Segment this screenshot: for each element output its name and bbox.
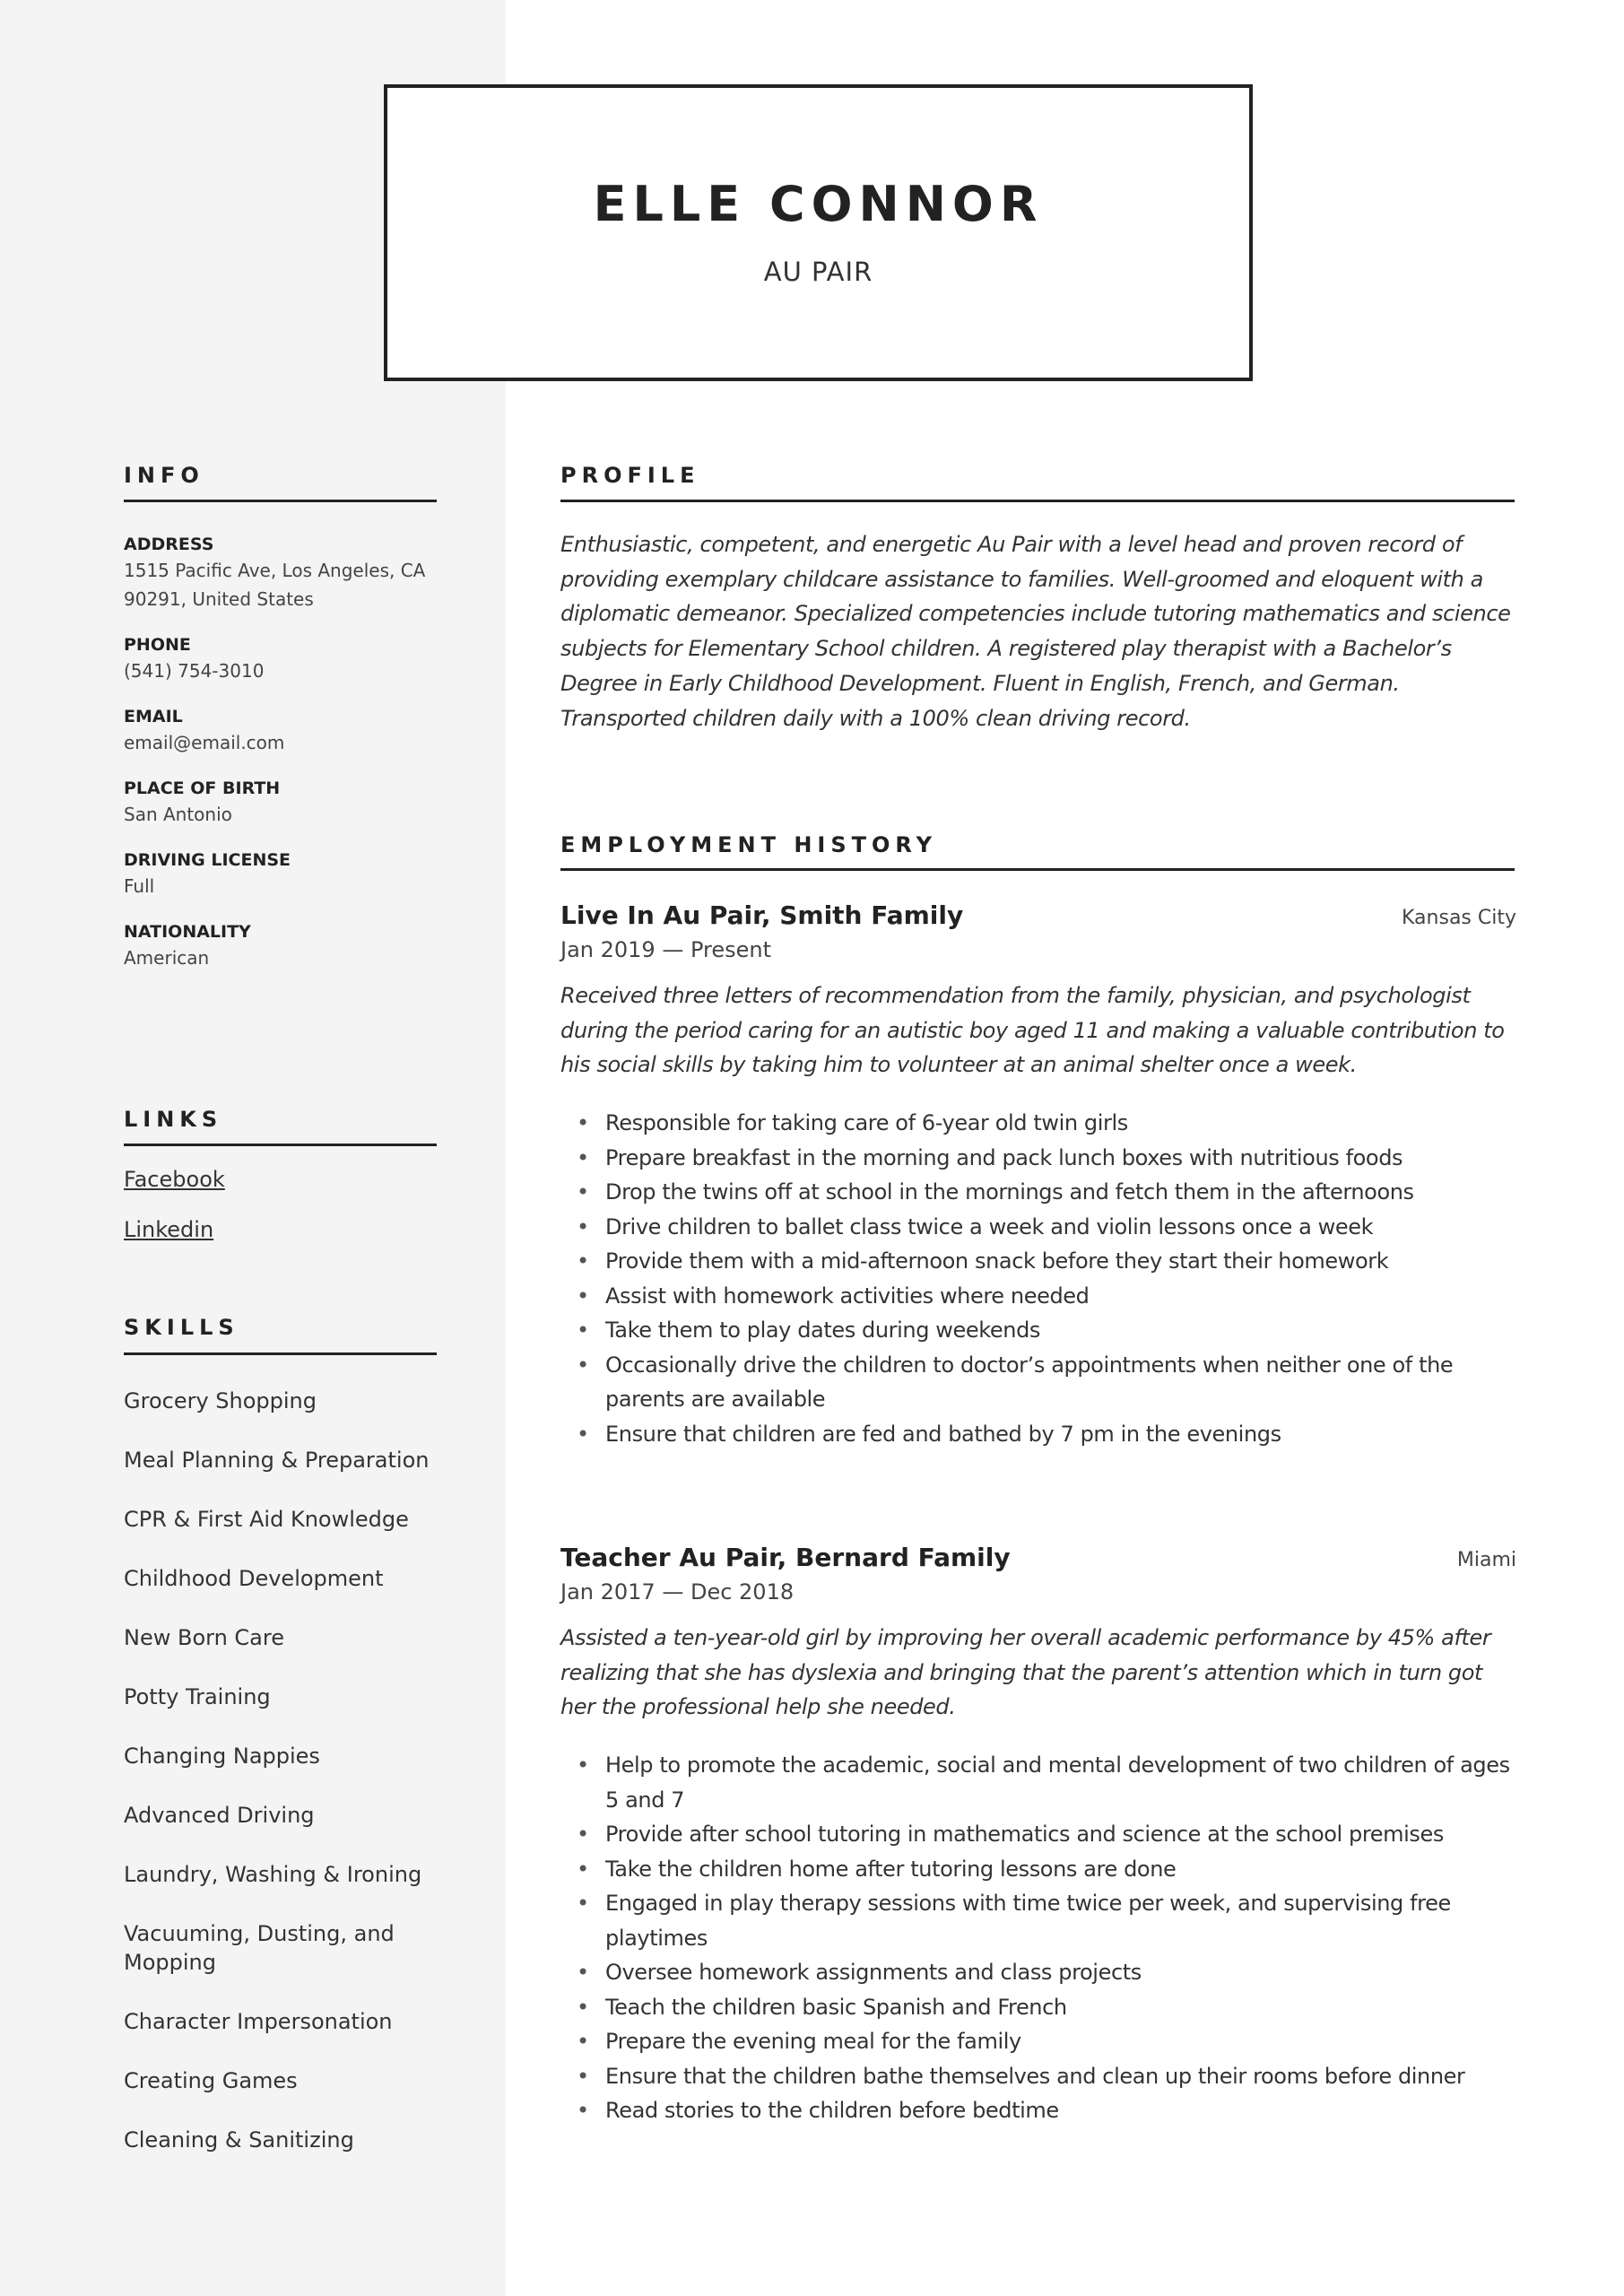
- info-divider: [124, 500, 437, 502]
- bullet-item: [560, 1106, 1516, 1141]
- bullet-text: Responsible for taking care of 6-year old twin girls: [605, 1110, 1128, 1136]
- skills-heading: SKILLS: [124, 1315, 239, 1340]
- bullet-text: Oversee homework assignments and class projects: [605, 1960, 1142, 1986]
- bullet-item: [560, 1990, 1516, 2025]
- bullet-icon: •: [577, 1960, 589, 1986]
- bullet-text: Read stories to the children before bedtime: [605, 2098, 1059, 2124]
- skill-item: Childhood Development: [124, 1566, 384, 1591]
- skill-item: Creating Games: [124, 2068, 298, 2093]
- job-location: Kansas City: [1402, 907, 1516, 929]
- bullet-icon: •: [577, 1856, 589, 1882]
- bullet-icon: •: [577, 2098, 589, 2124]
- bullet-icon: •: [577, 1822, 589, 1848]
- bullet-item: [560, 1348, 1516, 1417]
- job-location: Miami: [1456, 1549, 1516, 1571]
- skill-item: Laundry, Washing & Ironing: [124, 1862, 422, 1887]
- bullet-icon: •: [577, 1213, 589, 1239]
- bullet-icon: •: [577, 1110, 589, 1136]
- bullet-item: [560, 1210, 1516, 1245]
- links-list: [124, 1164, 447, 1265]
- skills-divider: [124, 1352, 437, 1355]
- job-description: Assisted a ten-year-old girl by improving her overall academic performance by 45% after realizing that she has dyslexia and bringing that the parent’s attention which in turn got her the professional help she needed.: [560, 1625, 1491, 1720]
- bullet-item: [560, 2093, 1516, 2128]
- bullet-text: Occasionally drive the children to doctor’s appointments when neither one of the parents are available: [605, 1352, 1454, 1413]
- candidate-name: ELLE CONNOR: [593, 176, 1044, 232]
- bullet-text: Assist with homework activities where needed: [605, 1283, 1090, 1309]
- skill-item: Vacuuming, Dusting, and Mopping: [124, 1921, 395, 1975]
- info-label: ADDRESS: [124, 535, 214, 554]
- info-value: San Antonio: [124, 804, 232, 825]
- bullet-icon: •: [577, 1144, 589, 1170]
- bullet-text: Drive children to ballet class twice a week and violin lessons once a week: [605, 1213, 1374, 1239]
- bullet-text: Prepare the evening meal for the family: [605, 2029, 1021, 2055]
- skill-item: Potty Training: [124, 1684, 271, 1709]
- bullet-item: [560, 1417, 1516, 1452]
- skill-item: CPR & First Aid Knowledge: [124, 1507, 409, 1532]
- bullet-text: Help to promote the academic, social and mental development of two children of ages 5 and 7: [605, 1752, 1510, 1813]
- bullet-icon: •: [577, 1421, 589, 1447]
- bullet-item: [560, 2059, 1516, 2094]
- bullet-icon: •: [577, 1891, 589, 1917]
- job-header: [560, 1543, 1516, 1572]
- bullet-icon: •: [577, 1179, 589, 1205]
- bullet-item: [560, 1748, 1516, 1817]
- info-label: PHONE: [124, 635, 191, 655]
- bullet-icon: •: [577, 1752, 589, 1779]
- job-dates: Jan 2017 — Dec 2018: [560, 1579, 795, 1605]
- skill-item: Grocery Shopping: [124, 1388, 317, 1413]
- bullet-text: Ensure that the children bathe themselves and clean up their rooms before dinner: [605, 2063, 1465, 2089]
- skill-item: Meal Planning & Preparation: [124, 1448, 430, 1473]
- job-title: Live In Au Pair, Smith Family: [560, 900, 964, 930]
- bullet-item: [560, 2024, 1516, 2059]
- profile-heading: PROFILE: [560, 463, 700, 488]
- bullet-item: [560, 1175, 1516, 1210]
- bullet-icon: •: [577, 1352, 589, 1378]
- bullet-icon: •: [577, 1994, 589, 2020]
- links-heading: LINKS: [124, 1107, 223, 1132]
- employment-heading: EMPLOYMENT HISTORY: [560, 832, 937, 857]
- job-title: Teacher Au Pair, Bernard Family: [560, 1543, 1011, 1572]
- info-value: Full: [124, 875, 155, 897]
- bullet-icon: •: [577, 2063, 589, 2089]
- bullet-icon: •: [577, 2029, 589, 2055]
- bullet-item: [560, 1313, 1516, 1348]
- info-heading: INFO: [124, 463, 204, 488]
- name-box: [384, 84, 1253, 381]
- info-value: American: [124, 947, 210, 969]
- info-label: DRIVING LICENSE: [124, 850, 291, 870]
- bullet-item: [560, 1852, 1516, 1887]
- bullet-item: [560, 1886, 1516, 1955]
- job-title: AU PAIR: [763, 257, 873, 287]
- profile-divider: [560, 500, 1515, 502]
- skill-item: Cleaning & Sanitizing: [124, 2127, 354, 2152]
- bullet-text: Engaged in play therapy sessions with time twice per week, and supervising free playtimes: [605, 1891, 1451, 1951]
- bullet-text: Drop the twins off at school in the mornings and fetch them in the afternoons: [605, 1179, 1414, 1205]
- bullet-item: [560, 1817, 1516, 1852]
- links-divider: [124, 1144, 437, 1146]
- skill-item: New Born Care: [124, 1625, 284, 1650]
- bullet-icon: •: [577, 1318, 589, 1344]
- info-label: EMAIL: [124, 707, 183, 726]
- link-linkedin[interactable]: Linkedin: [124, 1217, 214, 1242]
- skill-item: Advanced Driving: [124, 1803, 315, 1828]
- info-value: email@email.com: [124, 732, 285, 753]
- bullet-item: [560, 1141, 1516, 1176]
- employment-divider: [560, 868, 1515, 871]
- bullet-text: Teach the children basic Spanish and French: [605, 1994, 1067, 2020]
- info-label: PLACE OF BIRTH: [124, 778, 281, 798]
- info-value: (541) 754-3010: [124, 660, 265, 682]
- job-description: Received three letters of recommendation from the family, physician, and psychologist during the period caring for an autistic boy aged 11 and making a valuable contribution to his social skills by taking him to volunteer at an animal shelter once a week.: [560, 983, 1505, 1078]
- job-dates: Jan 2019 — Present: [560, 937, 772, 962]
- profile-text: Enthusiastic, competent, and energetic Au Pair with a level head and proven record of providing exemplary childcare assistance to families. Well-groomed and eloquent with a diplomatic demeanor. Specialized competencies include tutoring mathematics and science subjects for Elementary School children. A registered play therapist with a Bachelor’s Degree in Early Childhood Development. Fluent in English, French, and German. Transported children daily with a 100% clean driving record.: [560, 532, 1511, 731]
- job-entry: [560, 1543, 1516, 2128]
- job-header: [560, 900, 1516, 930]
- skill-item: Changing Nappies: [124, 1744, 320, 1769]
- bullet-icon: •: [577, 1283, 589, 1309]
- skill-item: Character Impersonation: [124, 2009, 393, 2034]
- info-label: NATIONALITY: [124, 922, 251, 942]
- job-bullets: [560, 1106, 1516, 1451]
- bullet-text: Take the children home after tutoring lessons are done: [605, 1856, 1177, 1882]
- link-facebook[interactable]: Facebook: [124, 1167, 225, 1192]
- info-value: 1515 Pacific Ave, Los Angeles, CA 90291, United States: [124, 560, 426, 610]
- bullet-text: Prepare breakfast in the morning and pack lunch boxes with nutritious foods: [605, 1144, 1403, 1170]
- bullet-text: Take them to play dates during weekends: [605, 1318, 1041, 1344]
- info-list: [124, 533, 447, 992]
- job-bullets: [560, 1748, 1516, 2128]
- skills-list: [124, 1387, 447, 2185]
- bullet-item: [560, 1244, 1516, 1279]
- bullet-item: [560, 1279, 1516, 1314]
- bullet-item: [560, 1955, 1516, 1990]
- bullet-text: Provide them with a mid-afternoon snack before they start their homework: [605, 1248, 1389, 1274]
- job-entry: [560, 900, 1516, 1451]
- bullet-text: Provide after school tutoring in mathematics and science at the school premises: [605, 1822, 1444, 1848]
- bullet-text: Ensure that children are fed and bathed by 7 pm in the evenings: [605, 1421, 1281, 1447]
- bullet-icon: •: [577, 1248, 589, 1274]
